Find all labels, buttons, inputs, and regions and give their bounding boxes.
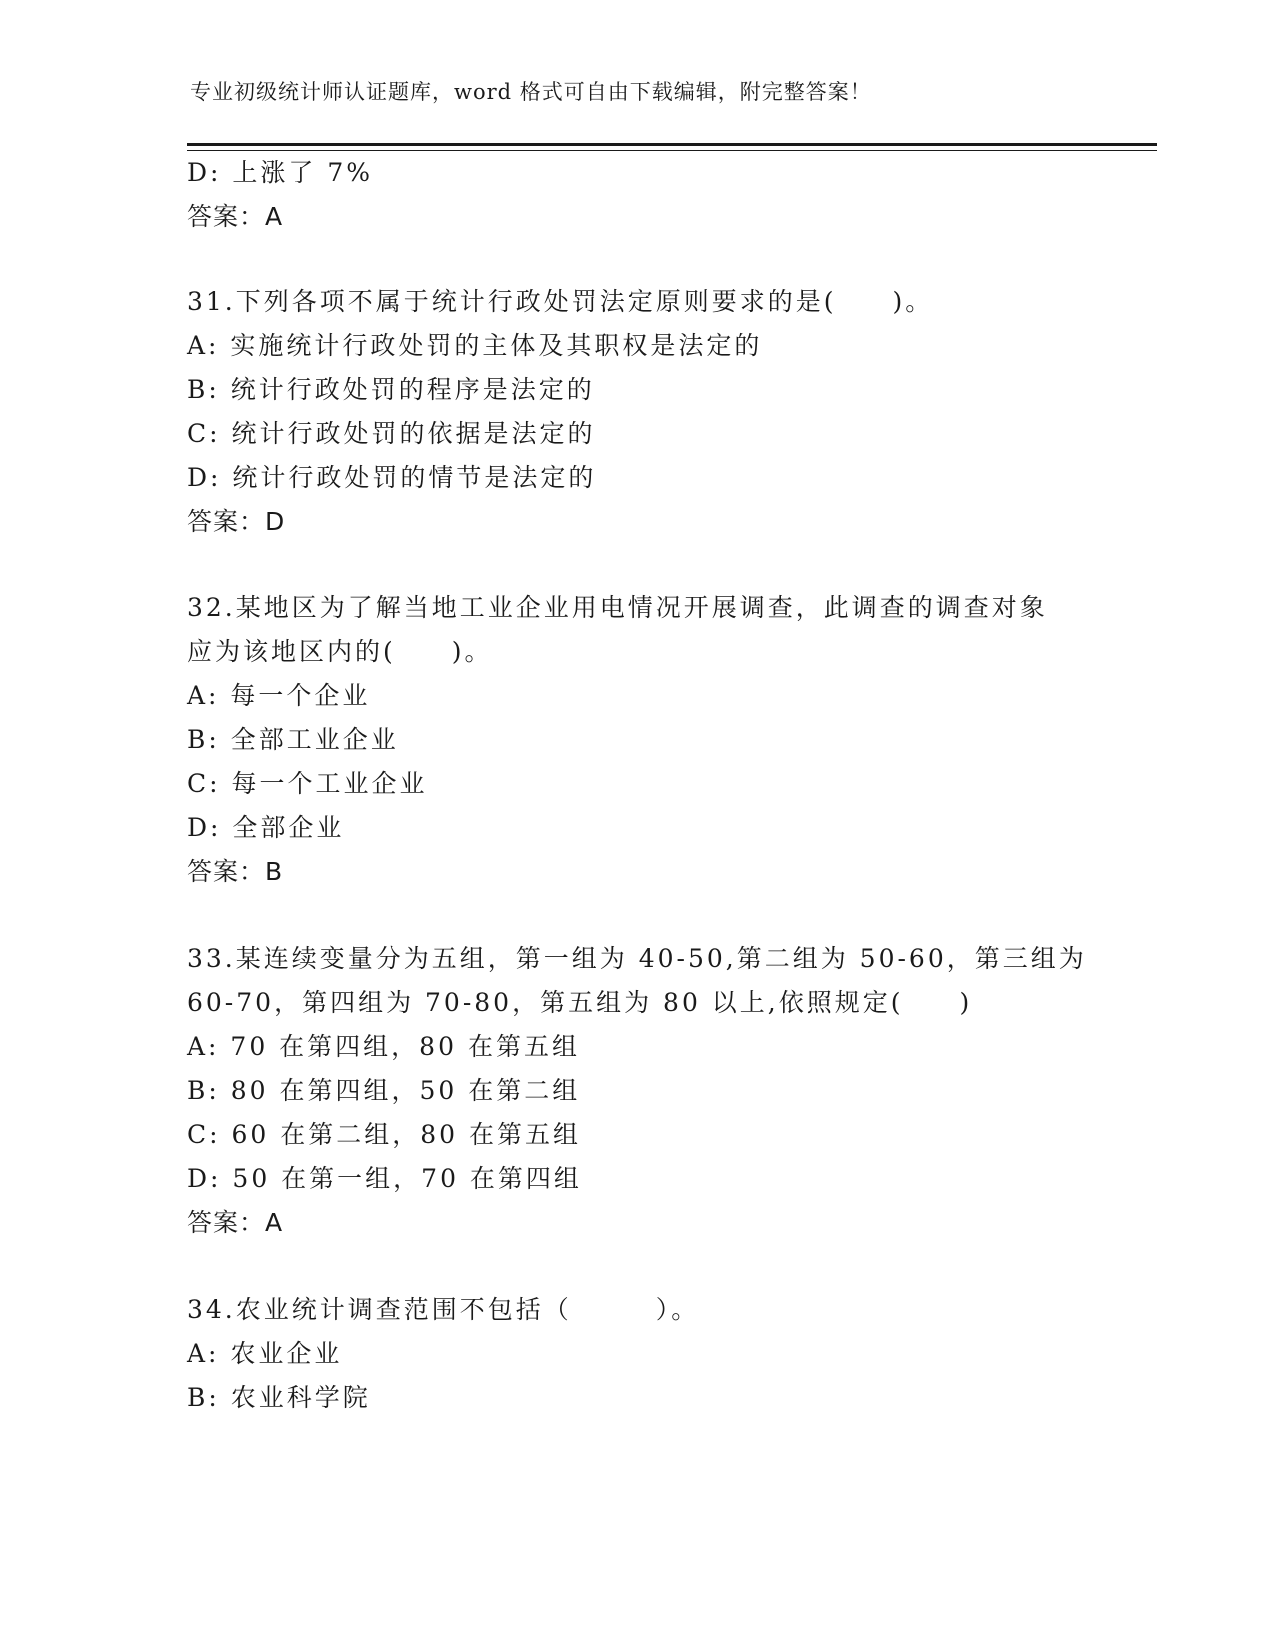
q32-option-a: A: 每一个企业 [187, 681, 371, 710]
q34-stem: 34.农业统计调查范围不包括（ ）。 [187, 1295, 700, 1324]
q32-stem-line2: 应为该地区内的( )。 [187, 637, 493, 666]
header-rule-thin [187, 150, 1157, 151]
prev-answer: 答案：A [187, 202, 284, 231]
q32-option-c: C: 每一个工业企业 [187, 769, 428, 798]
q31-stem: 31.下列各项不属于统计行政处罚法定原则要求的是( )。 [187, 287, 934, 316]
q33-stem-line2: 60-70，第四组为 70-80，第五组为 80 以上,依照规定( ) [187, 988, 973, 1017]
prev-option-d: D: 上涨了 7% [187, 158, 374, 187]
q34-option-a: A: 农业企业 [187, 1339, 343, 1368]
q31-option-a: A: 实施统计行政处罚的主体及其职权是法定的 [187, 331, 763, 360]
q31-option-c: C: 统计行政处罚的依据是法定的 [187, 419, 596, 448]
header-rule-thick [187, 143, 1157, 146]
q32-stem-line1: 32.某地区为了解当地工业企业用电情况开展调查，此调查的调查对象 [187, 593, 1048, 622]
q31-option-b: B: 统计行政处罚的程序是法定的 [187, 375, 595, 404]
q33-option-c: C: 60 在第二组，80 在第五组 [187, 1120, 582, 1149]
q33-option-d: D: 50 在第一组，70 在第四组 [187, 1164, 582, 1193]
q32-answer: 答案：B [187, 857, 284, 886]
q33-stem-line1: 33.某连续变量分为五组，第一组为 40-50,第二组为 50-60，第三组为 [187, 944, 1087, 973]
q32-option-d: D: 全部企业 [187, 813, 345, 842]
q32-option-b: B: 全部工业企业 [187, 725, 399, 754]
page-header: 专业初级统计师认证题库，word 格式可自由下载编辑，附完整答案！ [190, 80, 872, 104]
q31-option-d: D: 统计行政处罚的情节是法定的 [187, 463, 597, 492]
q33-option-b: B: 80 在第四组，50 在第二组 [187, 1076, 581, 1105]
q31-answer: 答案：D [187, 507, 286, 536]
q33-option-a: A: 70 在第四组，80 在第五组 [187, 1032, 580, 1061]
q33-answer: 答案：A [187, 1208, 284, 1237]
q34-option-b: B: 农业科学院 [187, 1383, 371, 1412]
